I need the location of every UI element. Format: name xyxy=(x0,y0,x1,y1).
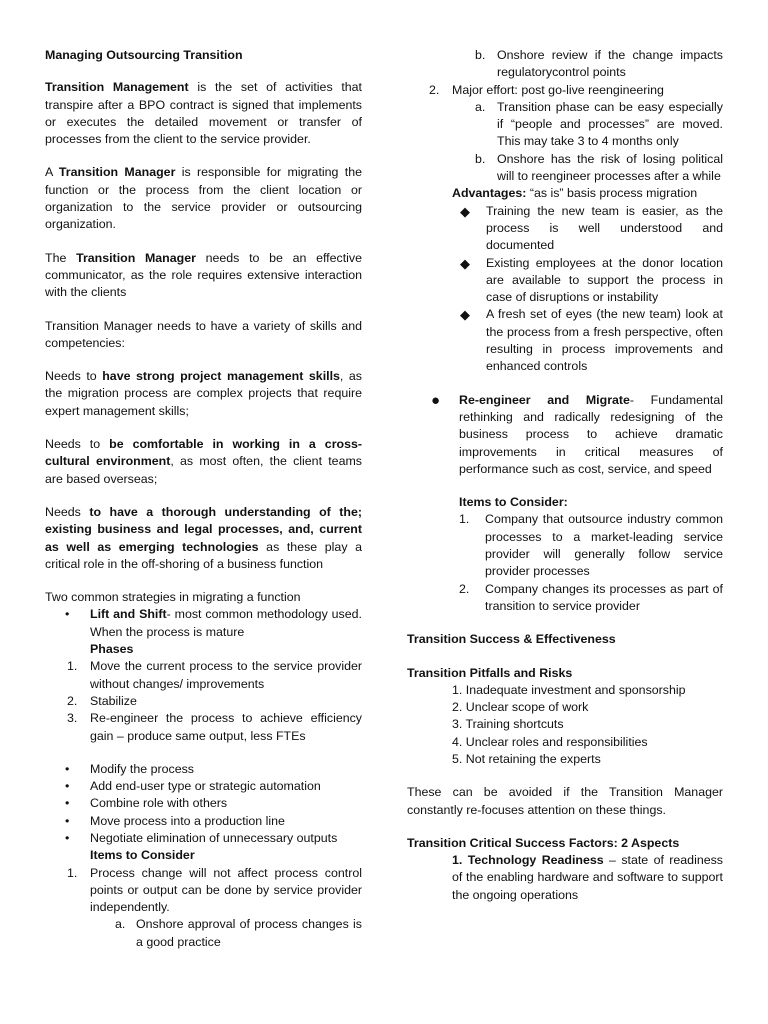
list-item: 2. Unclear scope of work xyxy=(452,700,589,715)
list-item: ◆ Training the new team is easier, as the process is well understood and documented xyxy=(407,203,723,255)
list-item: 1. Process change will not affect process control points or output can be done by service provider independently. xyxy=(67,865,362,915)
list-item-re-engineer: ● Re-engineer and Migrate- Fundamental rethinking and radically redesigning of the business process to achieve dramatic improvements in critical measures of performance such as cost, service, and speed xyxy=(407,392,723,478)
items-to-consider-label: Items to Consider: xyxy=(459,495,568,510)
list-item: 2. Major effort: post go-live reengineering xyxy=(429,82,664,97)
section-title-pitfalls: Transition Pitfalls and Risks xyxy=(407,665,573,680)
paragraph-project-management: Needs to have strong project management skills, as the migration process are complex projects that require expert management skills; xyxy=(45,369,362,418)
list-item: • Move process into a production line xyxy=(45,813,362,830)
list-item: • Negotiate elimination of unnecessary outputs xyxy=(45,830,362,847)
paragraph-transition-management: Transition Management is the set of activities that transpire after a BPO contract is signed that implements or executes the detailed movement or transfer of processes from the client to the service provider. xyxy=(45,80,362,147)
paragraph-skills: Transition Manager needs to have a variety of skills and competencies: xyxy=(45,318,362,350)
bullet-icon: • xyxy=(65,830,70,845)
list-item: • Modify the process xyxy=(45,761,362,778)
bullet-icon: ● xyxy=(431,391,441,409)
bullet-icon: • xyxy=(65,796,70,811)
paragraph-strategies: Two common strategies in migrating a function xyxy=(45,590,301,605)
list-item: 4. Unclear roles and responsibilities xyxy=(452,734,648,749)
list-item: 3. Re-engineer the process to achieve efficiency gain – produce same output, less FTEs xyxy=(67,711,362,743)
list-item: • Combine role with others xyxy=(45,795,362,812)
paragraph-technology-readiness: 1. Technology Readiness – state of readiness of the enabling hardware and software to support the ongoing operations xyxy=(452,853,723,902)
pitfalls-list xyxy=(407,682,723,768)
list-item: ◆ A fresh set of eyes (the new team) look at the process from a fresh perspective, often resulting in process improvements and enhanced controls xyxy=(407,306,723,375)
bullet-list xyxy=(45,761,362,847)
items-to-consider-label: Items to Consider xyxy=(90,848,195,863)
advantages-heading: Advantages: “as is” basis process migration xyxy=(452,186,698,201)
list-item: b. Onshore has the risk of losing political will to reengineer processes after a while xyxy=(475,151,723,184)
bullet-icon: • xyxy=(65,607,70,622)
section-title-success: Transition Success & Effectiveness xyxy=(407,632,616,647)
diamond-icon: ◆ xyxy=(460,255,470,271)
paragraph-transition-manager-role: A Transition Manager is responsible for migrating the function or the process from the client location or organization to the service provider or outsourcing organization. xyxy=(45,165,362,232)
list-item: 1. Company that outsource industry common processes to a market-leading service provider will generally follow service provider processes xyxy=(459,512,723,579)
paragraph-business-legal: Needs to have a thorough understanding of the; existing business and legal processes, and, current as well as emerging technologies as these play a critical role in the off-shoring of a business function xyxy=(45,504,362,571)
diamond-icon: ◆ xyxy=(460,203,470,219)
phases-list xyxy=(45,658,362,744)
list-item: 1. Move the current process to the service provider without changes/ improvements xyxy=(67,659,362,691)
left-column xyxy=(45,47,362,951)
right-column xyxy=(407,47,723,904)
section-title-csf: Transition Critical Success Factors: 2 Aspects xyxy=(407,835,680,850)
list-item-lift-and-shift: • Lift and Shift- most common methodology used. When the process is mature xyxy=(45,606,362,641)
list-item: a. Onshore approval of process changes is a good practice xyxy=(115,917,362,949)
paragraph-cross-cultural: Needs to be comfortable in working in a cross-cultural environment, as most often, the client teams are based overseas; xyxy=(45,437,362,486)
bullet-icon: • xyxy=(65,813,70,828)
list-item: a. Transition phase can be easy especially if “people and processes” are moved. This may take 3 to 4 months only xyxy=(475,99,723,149)
diamond-icon: ◆ xyxy=(460,307,470,323)
list-item: 5. Not retaining the experts xyxy=(452,751,601,766)
bullet-icon: • xyxy=(65,779,70,794)
document-title: Managing Outsourcing Transition xyxy=(45,48,243,62)
paragraph-communicator: The Transition Manager needs to be an effective communicator, as the role requires extensive interaction with the clients xyxy=(45,250,362,300)
list-item: ◆ Existing employees at the donor location are available to support the process in case of disruptions or instability xyxy=(407,255,723,307)
list-item: 2. Stabilize xyxy=(67,693,137,708)
list-item: 1. Inadequate investment and sponsorship xyxy=(452,682,686,697)
list-item: 3. Training shortcuts xyxy=(452,717,564,732)
bullet-icon: • xyxy=(65,761,70,776)
list-item: b. Onshore review if the change impacts regulatorycontrol points xyxy=(475,48,723,80)
advantages-list xyxy=(407,203,723,376)
paragraph-avoid: These can be avoided if the Transition Manager constantly re-focuses attention on these things. xyxy=(407,785,723,817)
list-item: 2. Company changes its processes as part of transition to service provider xyxy=(459,581,723,613)
list-item: • Add end-user type or strategic automation xyxy=(45,778,362,795)
phases-label: Phases xyxy=(90,642,134,657)
